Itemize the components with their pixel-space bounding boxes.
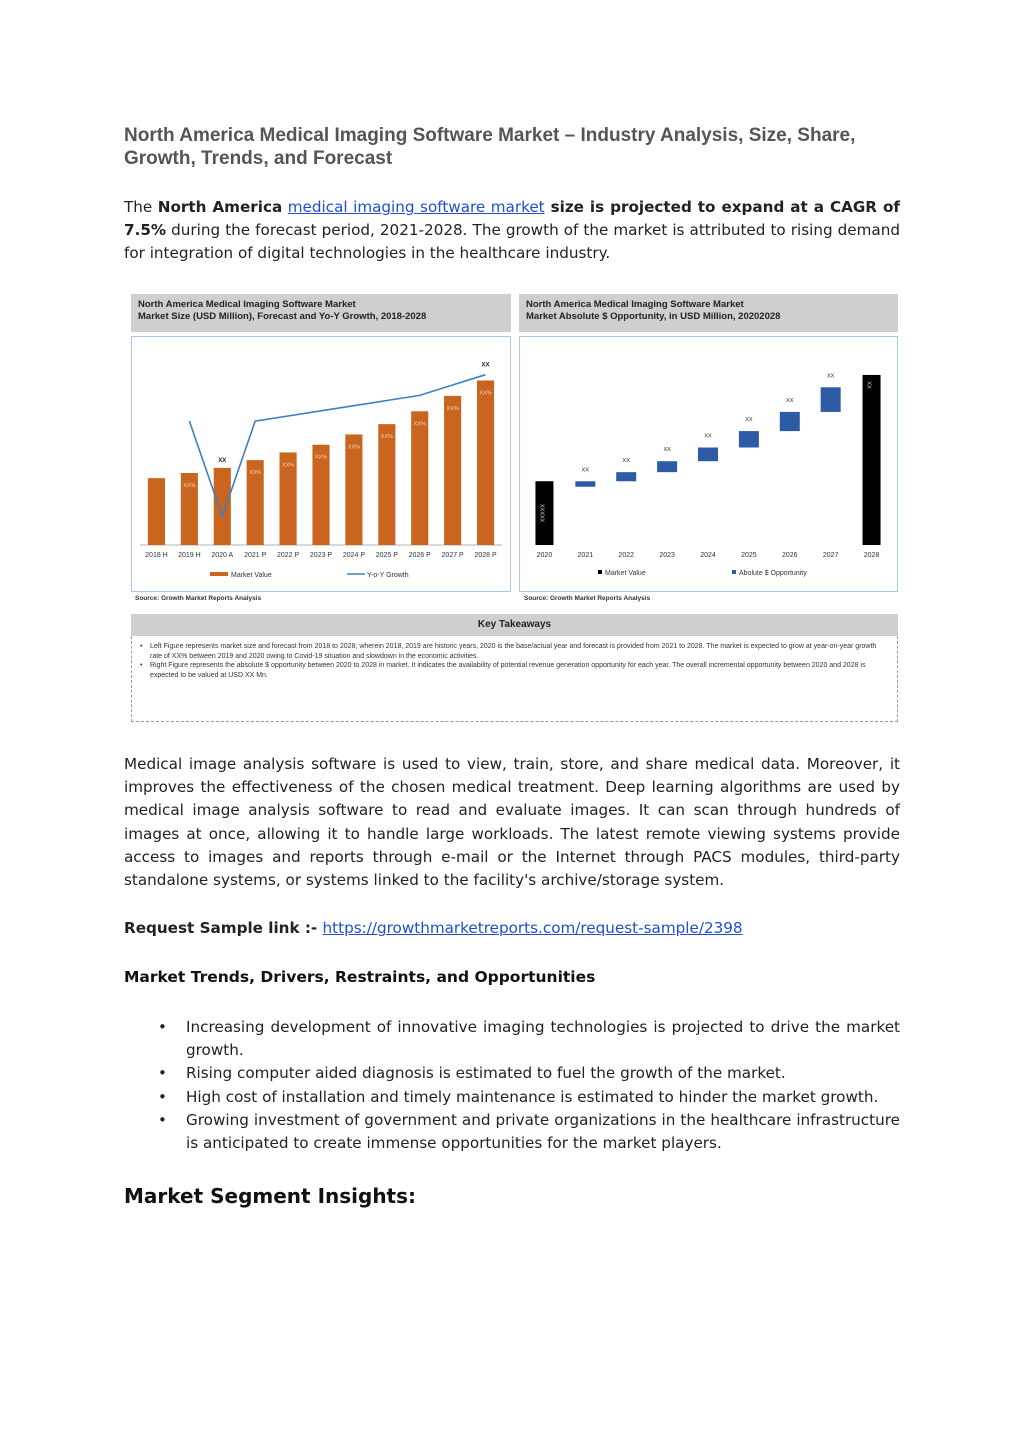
bar-market-value	[378, 424, 395, 545]
series-line-yoy-growth	[189, 375, 485, 517]
bar-market-value	[214, 468, 231, 545]
x-tick-label: 2025	[741, 552, 757, 559]
x-tick-label: 2019 H	[178, 552, 201, 559]
x-tick-label: 2021 P	[244, 552, 267, 559]
takeaway-item: • Left Figure represents market size and forecast from 2018 to 2028; wherein 2018, 2019 are historic years, 2020 is the base/actual year and forecast is provided from 2021 to 2028. The market is expected to grow at year-on-year growth rate of XX% between 2019 and 2020 owing to Covid-19 situation and slowdown in the economic activities.	[150, 642, 887, 661]
intro-text-2: during the forecast period, 2021-2028. The growth of the market is attributed to rising demand for integration of digital technologies in the healthcare industry.	[124, 221, 900, 263]
x-tick-label: 2023 P	[309, 552, 333, 559]
bar-abs-opportunity	[780, 412, 800, 431]
data-label: XX%	[413, 421, 426, 428]
trends-list	[124, 1016, 900, 1155]
x-tick-label: 2027	[822, 552, 839, 559]
bar-market-value	[477, 380, 494, 545]
x-tick-label: 2022 P	[276, 552, 300, 559]
legend-label: Market Value	[605, 570, 646, 577]
bar-market-value	[148, 478, 165, 545]
x-tick-label: 2026 P	[408, 552, 431, 559]
right-chart-panel	[519, 336, 898, 592]
list-item: • Increasing development of innovative imaging technologies is projected to drive the market growth.	[124, 1016, 900, 1062]
bar-abs-opportunity	[739, 431, 759, 447]
x-tick-label: 2025 P	[375, 552, 398, 559]
bar-abs-opportunity	[821, 387, 841, 412]
data-label: XX%	[446, 405, 459, 412]
list-item: • Growing investment of government and private organizations in the healthcare infrastructure is anticipated to create immense opportunities for the market players.	[124, 1109, 900, 1155]
description-paragraph: Medical image analysis software is used to view, train, store, and share medical data. Moreover, it improves the effectiveness of the chosen medical treatment. Deep learning algorithms are used by medical image analysis software to read and evaluate images. It can scan through hundreds of images at once, allowing it to handle large workloads. The latest remote viewing systems provide access to images and reports through e-mail or the Internet through PACS modules, third-party standalone systems, or systems linked to the facility's archive/storage system.	[124, 755, 900, 890]
trends-heading: Market Trends, Drivers, Restraints, and Opportunities	[124, 968, 596, 986]
data-label: XX	[663, 447, 671, 454]
left-chart-panel	[131, 336, 511, 592]
key-takeaways-title: Key Takeaways	[131, 614, 898, 636]
x-tick-label: 2024	[700, 552, 716, 559]
x-tick-label: 2020 A	[211, 552, 234, 559]
data-label: XX	[581, 467, 590, 474]
page-title: North America Medical Imaging Software Market – Industry Analysis, Size, Share, Growth, Trends, and Forecast	[124, 125, 856, 169]
data-label: XX%	[479, 390, 492, 397]
request-sample-link[interactable]: https://growthmarketreports.com/request-sample/2398	[322, 919, 743, 937]
legend-swatch-market-value	[598, 570, 602, 574]
key-takeaways-box	[131, 636, 898, 722]
left-chart-title: North America Medical Imaging Software Market Market Size (USD Million), Forecast and Yo-Y Growth, 2018-2028	[131, 294, 511, 332]
legend-label: Market Value	[231, 572, 272, 579]
data-label: XX	[622, 458, 630, 465]
x-tick-label: 2023	[659, 552, 675, 559]
legend-label: Y-o-Y Growth	[367, 572, 409, 579]
x-tick-label: 2024 P	[342, 552, 366, 559]
right-chart-title: North America Medical Imaging Software Market Market Absolute $ Opportunity, in USD Million, 20202028	[519, 294, 898, 332]
data-label: XX%	[281, 462, 295, 469]
bar-market-value	[411, 411, 428, 545]
data-label: XX%	[347, 444, 361, 451]
bar-abs-opportunity	[616, 472, 636, 481]
market-link[interactable]: medical imaging software market	[287, 198, 545, 216]
request-label: Request Sample link :-	[124, 919, 323, 937]
list-item: • High cost of installation and timely maintenance is estimated to hinder the market growth.	[124, 1086, 900, 1109]
data-label: XX%	[380, 434, 393, 441]
legend-label: Abolute $ Opportunity	[739, 570, 807, 577]
market-size-chart	[132, 337, 510, 591]
intro-cagr: size is projected to expand at a CAGR of 7.5%	[124, 198, 900, 240]
bar-abs-opportunity	[575, 481, 595, 486]
data-label: XX	[826, 373, 835, 380]
intro-paragraph	[124, 196, 900, 266]
intro-region: North America	[157, 198, 283, 216]
data-label: XXXXX	[540, 503, 547, 523]
data-label: XX	[867, 381, 874, 389]
left-source: Source: Growth Market Reports Analysis	[135, 595, 262, 602]
bar-market-value	[444, 396, 461, 545]
x-tick-label: 2021	[577, 552, 594, 559]
legend-swatch-abs-opportunity	[732, 570, 736, 574]
x-tick-label: 2020	[536, 552, 553, 559]
data-label: XX	[481, 362, 490, 369]
bar-abs-opportunity	[698, 448, 718, 462]
data-label: XX%	[249, 470, 262, 477]
x-tick-label: 2018 H	[145, 552, 168, 559]
bar-market-value	[345, 434, 362, 545]
x-tick-label: 2028	[863, 552, 880, 559]
data-label: XX%	[314, 454, 328, 461]
data-label: XX	[786, 397, 794, 404]
legend-swatch-market-value	[210, 572, 228, 576]
x-tick-label: 2027 P	[441, 552, 464, 559]
bar-market-value	[863, 375, 881, 545]
absolute-opportunity-chart	[520, 337, 897, 591]
data-label: XX%	[183, 483, 196, 489]
right-source: Source: Growth Market Reports Analysis	[524, 595, 651, 602]
takeaway-item: • Right Figure represents the absolute $ opportunity between 2020 to 2028 in market. It indicates the availability of potential revenue generation opportunity for each year. The overall incremental opportunity between 2020 and 2028 is expected to be valued at USD XX Mn.	[150, 661, 887, 680]
data-label: XX	[745, 417, 753, 424]
x-tick-label: 2028 P	[474, 552, 497, 559]
bar-abs-opportunity	[657, 461, 677, 472]
data-label: XX	[218, 457, 227, 464]
data-label: XX	[704, 433, 712, 440]
market-infographic	[131, 294, 898, 724]
intro-text-1: The	[124, 198, 158, 216]
x-tick-label: 2022	[618, 552, 635, 559]
x-tick-label: 2026	[781, 552, 798, 559]
request-sample-line	[124, 917, 900, 940]
list-item: • Rising computer aided diagnosis is estimated to fuel the growth of the market.	[124, 1062, 900, 1085]
segment-heading: Market Segment Insights:	[124, 1184, 417, 1208]
